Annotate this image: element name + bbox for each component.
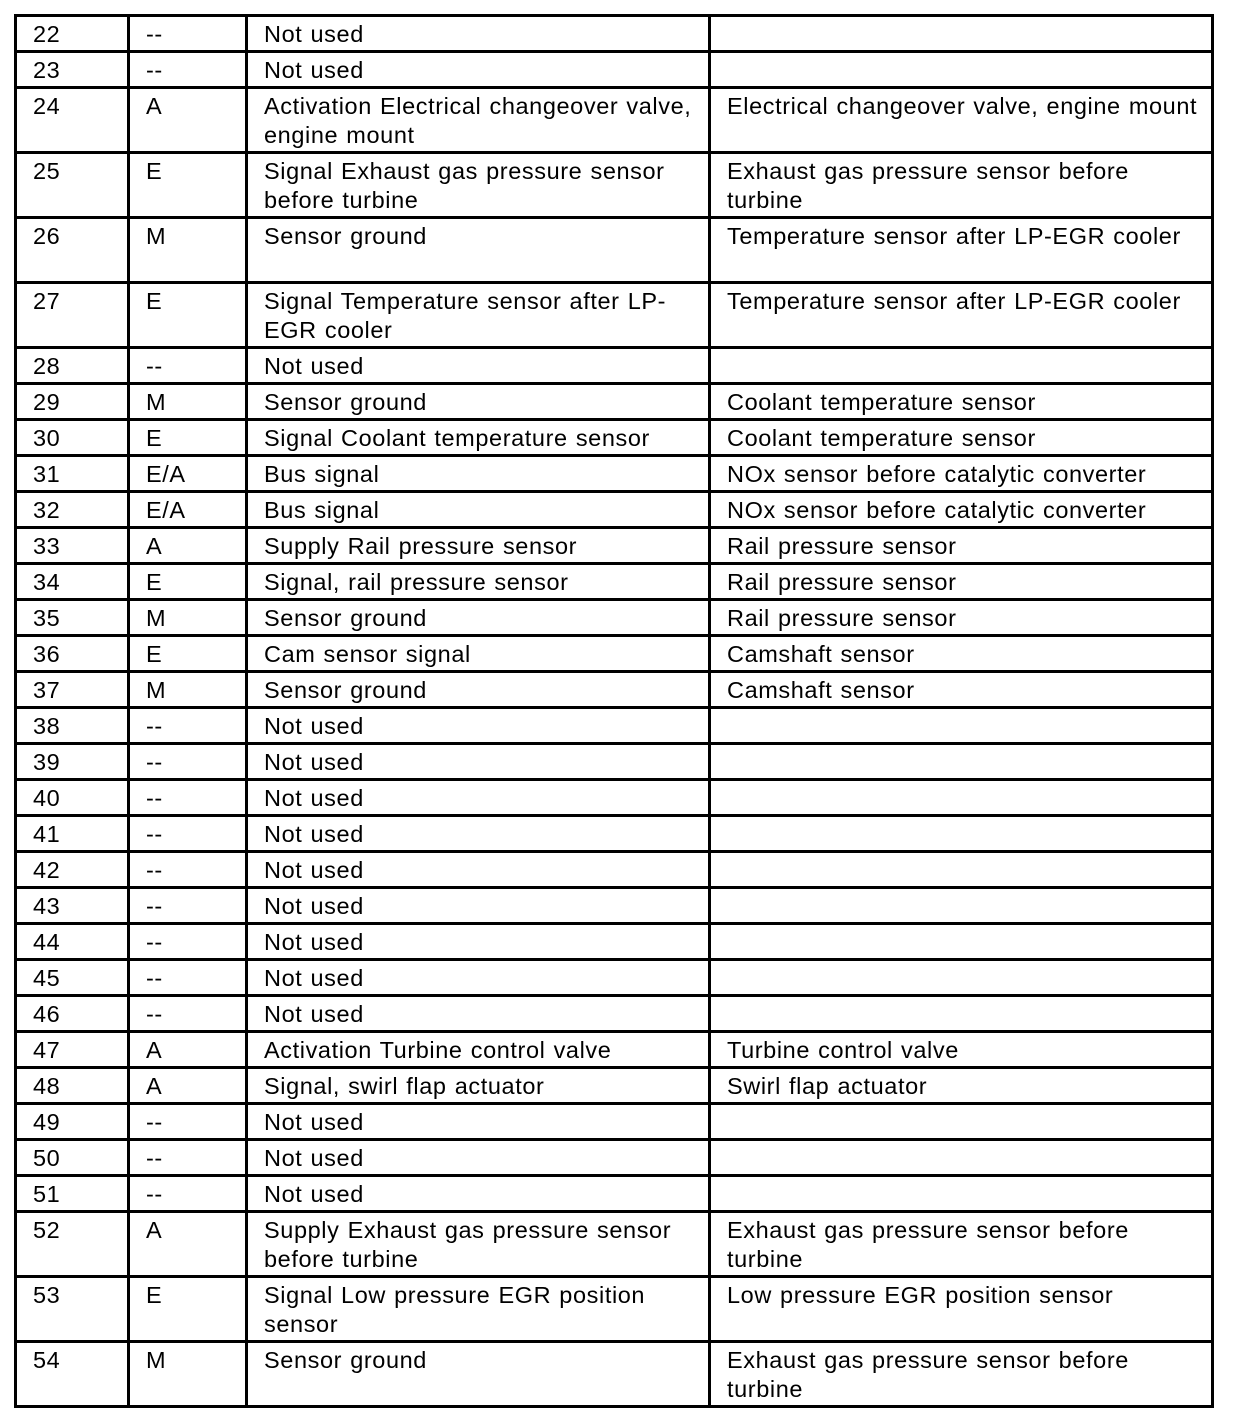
component-cell: Rail pressure sensor [710,600,1213,636]
table-row [16,924,1213,960]
pin-cell: 23 [16,52,129,88]
table-row [16,1176,1213,1212]
type-cell: A [129,1212,247,1277]
signal-cell: Not used [247,888,710,924]
signal-cell: Sensor ground [247,600,710,636]
signal-cell: Supply Exhaust gas pressure sensor before turbine [247,1212,710,1277]
component-cell [710,888,1213,924]
pin-cell: 29 [16,384,129,420]
table-row [16,1342,1213,1407]
pin-cell: 34 [16,564,129,600]
component-cell: Swirl flap actuator [710,1068,1213,1104]
table-row [16,636,1213,672]
type-cell: M [129,600,247,636]
type-cell: A [129,88,247,153]
table-row [16,1104,1213,1140]
pin-cell: 30 [16,420,129,456]
signal-cell: Signal, swirl flap actuator [247,1068,710,1104]
table-row [16,1277,1213,1342]
type-cell: -- [129,1176,247,1212]
component-cell [710,1176,1213,1212]
component-cell: Electrical changeover valve, engine mount [710,88,1213,153]
signal-cell: Sensor ground [247,1342,710,1407]
signal-cell: Activation Electrical changeover valve, engine mount [247,88,710,153]
type-cell: -- [129,780,247,816]
table-row [16,852,1213,888]
table-row [16,996,1213,1032]
component-cell [710,816,1213,852]
type-cell: E [129,420,247,456]
pin-cell: 44 [16,924,129,960]
pin-cell: 32 [16,492,129,528]
signal-cell: Not used [247,708,710,744]
component-cell: Exhaust gas pressure sensor before turbine [710,1212,1213,1277]
signal-cell: Not used [247,816,710,852]
type-cell: M [129,218,247,283]
signal-cell: Signal Low pressure EGR position sensor [247,1277,710,1342]
pin-cell: 45 [16,960,129,996]
pin-cell: 35 [16,600,129,636]
table-row [16,348,1213,384]
signal-cell: Not used [247,1176,710,1212]
table-row [16,1212,1213,1277]
pin-cell: 41 [16,816,129,852]
type-cell: A [129,1032,247,1068]
pin-cell: 25 [16,153,129,218]
signal-cell: Bus signal [247,492,710,528]
table-row [16,816,1213,852]
component-cell: Rail pressure sensor [710,528,1213,564]
type-cell: E/A [129,492,247,528]
type-cell: E [129,636,247,672]
type-cell: E/A [129,456,247,492]
type-cell: E [129,153,247,218]
pin-cell: 47 [16,1032,129,1068]
table-row [16,52,1213,88]
signal-cell: Signal Exhaust gas pressure sensor before turbine [247,153,710,218]
table-row [16,456,1213,492]
component-cell [710,996,1213,1032]
signal-cell: Not used [247,1140,710,1176]
pin-cell: 50 [16,1140,129,1176]
component-cell [710,348,1213,384]
table-row [16,88,1213,153]
table-row [16,528,1213,564]
type-cell: -- [129,16,247,52]
table-row [16,384,1213,420]
table-row [16,960,1213,996]
component-cell: Turbine control valve [710,1032,1213,1068]
type-cell: -- [129,888,247,924]
signal-cell: Supply Rail pressure sensor [247,528,710,564]
pin-cell: 36 [16,636,129,672]
component-cell [710,960,1213,996]
type-cell: M [129,384,247,420]
table-row [16,780,1213,816]
component-cell [710,780,1213,816]
component-cell: Exhaust gas pressure sensor before turbine [710,1342,1213,1407]
signal-cell: Bus signal [247,456,710,492]
type-cell: A [129,528,247,564]
signal-cell: Not used [247,924,710,960]
signal-cell: Signal Coolant temperature sensor [247,420,710,456]
type-cell: A [129,1068,247,1104]
signal-cell: Signal, rail pressure sensor [247,564,710,600]
signal-cell: Not used [247,1104,710,1140]
signal-cell: Signal Temperature sensor after LP-EGR cooler [247,283,710,348]
pin-cell: 53 [16,1277,129,1342]
pin-cell: 24 [16,88,129,153]
component-cell: Temperature sensor after LP-EGR cooler [710,283,1213,348]
signal-cell: Not used [247,16,710,52]
type-cell: -- [129,1104,247,1140]
type-cell: M [129,672,247,708]
type-cell: E [129,283,247,348]
table-row [16,672,1213,708]
pin-table-body [16,16,1213,1407]
pin-cell: 42 [16,852,129,888]
component-cell: NOx sensor before catalytic converter [710,456,1213,492]
component-cell: NOx sensor before catalytic converter [710,492,1213,528]
table-row [16,420,1213,456]
pin-cell: 40 [16,780,129,816]
component-cell [710,1104,1213,1140]
type-cell: -- [129,52,247,88]
pin-assignment-table [14,14,1214,1408]
pin-cell: 49 [16,1104,129,1140]
pin-cell: 22 [16,16,129,52]
type-cell: M [129,1342,247,1407]
table-row [16,744,1213,780]
type-cell: E [129,1277,247,1342]
signal-cell: Activation Turbine control valve [247,1032,710,1068]
component-cell: Camshaft sensor [710,672,1213,708]
table-row [16,888,1213,924]
pin-cell: 46 [16,996,129,1032]
pin-cell: 31 [16,456,129,492]
type-cell: -- [129,1140,247,1176]
component-cell: Camshaft sensor [710,636,1213,672]
pin-cell: 48 [16,1068,129,1104]
pin-cell: 43 [16,888,129,924]
component-cell [710,744,1213,780]
type-cell: -- [129,816,247,852]
component-cell [710,924,1213,960]
pin-cell: 28 [16,348,129,384]
component-cell: Coolant temperature sensor [710,420,1213,456]
component-cell: Exhaust gas pressure sensor before turbine [710,153,1213,218]
type-cell: -- [129,744,247,780]
component-cell [710,852,1213,888]
signal-cell: Not used [247,852,710,888]
signal-cell: Not used [247,52,710,88]
pin-cell: 52 [16,1212,129,1277]
table-row [16,1140,1213,1176]
table-row [16,218,1213,283]
table-row [16,492,1213,528]
pin-cell: 37 [16,672,129,708]
pin-cell: 38 [16,708,129,744]
component-cell: Coolant temperature sensor [710,384,1213,420]
signal-cell: Not used [247,960,710,996]
pin-cell: 39 [16,744,129,780]
signal-cell: Sensor ground [247,672,710,708]
component-cell: Low pressure EGR position sensor [710,1277,1213,1342]
table-row [16,16,1213,52]
signal-cell: Sensor ground [247,218,710,283]
table-row [16,600,1213,636]
component-cell [710,52,1213,88]
type-cell: -- [129,924,247,960]
pin-cell: 27 [16,283,129,348]
signal-cell: Cam sensor signal [247,636,710,672]
signal-cell: Sensor ground [247,384,710,420]
component-cell: Rail pressure sensor [710,564,1213,600]
table-row [16,283,1213,348]
type-cell: -- [129,996,247,1032]
signal-cell: Not used [247,348,710,384]
pin-cell: 51 [16,1176,129,1212]
table-row [16,708,1213,744]
type-cell: -- [129,348,247,384]
type-cell: -- [129,708,247,744]
table-row [16,1068,1213,1104]
component-cell [710,16,1213,52]
component-cell: Temperature sensor after LP-EGR cooler [710,218,1213,283]
type-cell: -- [129,960,247,996]
signal-cell: Not used [247,744,710,780]
signal-cell: Not used [247,996,710,1032]
pin-cell: 33 [16,528,129,564]
type-cell: -- [129,852,247,888]
signal-cell: Not used [247,780,710,816]
table-row [16,1032,1213,1068]
type-cell: E [129,564,247,600]
table-row [16,564,1213,600]
component-cell [710,708,1213,744]
pin-cell: 54 [16,1342,129,1407]
pin-cell: 26 [16,218,129,283]
table-row [16,153,1213,218]
component-cell [710,1140,1213,1176]
